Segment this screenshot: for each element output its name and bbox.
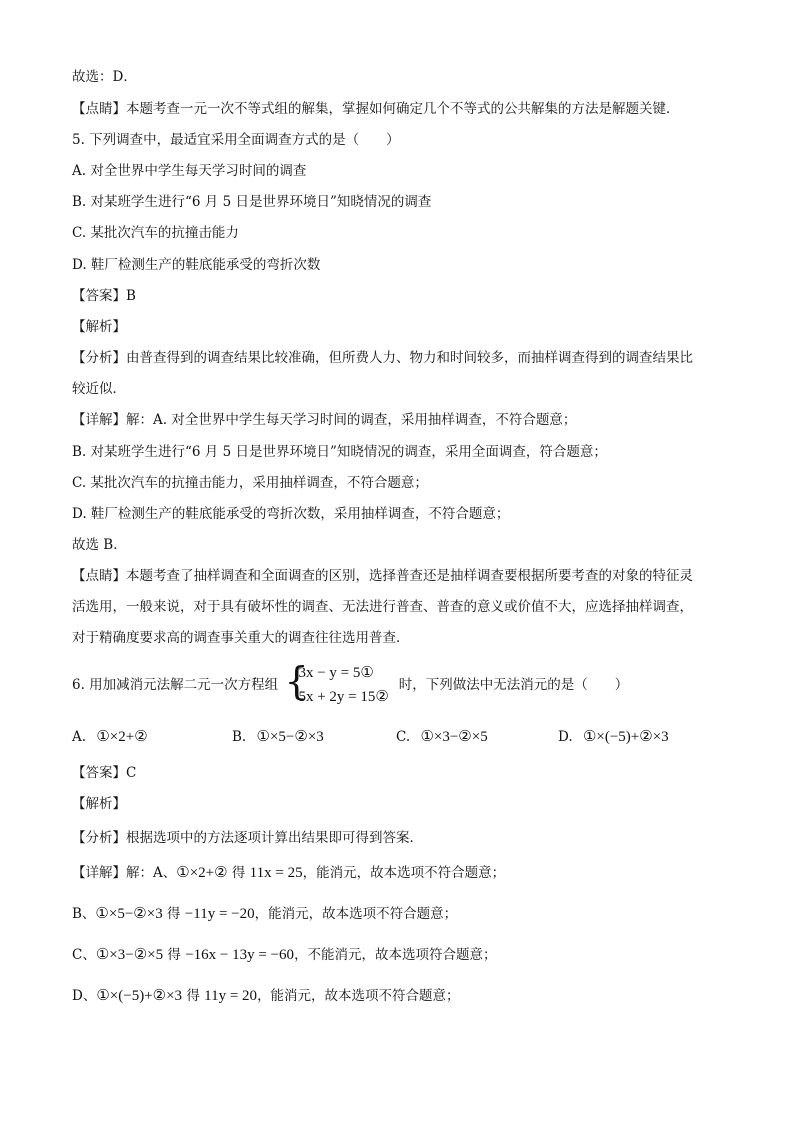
q6-option-b-label: B. [232, 729, 247, 745]
q6-detail-b-post: ，能消元，故本选项不符合题意； [254, 906, 458, 922]
conclusion-q4: 故选：D． [72, 69, 137, 85]
q5-option-c: C. 某批次汽车的抗撞击能力 [72, 225, 239, 241]
q6-detail-c-result: −16x − 13y = −60 [185, 947, 295, 963]
q6-suffix: 时，下列做法中无法消元的是（ ） [398, 677, 629, 693]
q6-detail-d [72, 987, 460, 1005]
q6-detail-d-expr: ①×(−5)+②×3 [96, 988, 183, 1004]
q6-detail-a-result: 11x = 25 [249, 865, 303, 881]
q6-option-b-expr: ①×5−②×3 [256, 729, 324, 745]
q5-option-a: A. 对全世界中学生每天学习时间的调查 [72, 163, 307, 179]
q5-detail-a: 【详解】解：A. 对全世界中学生每天学习时间的调查，采用抽样调查，不符合题意； [72, 412, 577, 428]
q6-options [72, 728, 722, 748]
q6-detail-c-pre: C、 [72, 947, 96, 963]
q6-option-b [232, 728, 324, 746]
q6-detail-d-post: ，能消元，故本选项不符合题意； [257, 988, 460, 1004]
question-6 [72, 659, 629, 705]
q6-option-d-expr: ①×(−5)+②×3 [582, 729, 669, 745]
q6-option-d-label: D. [558, 729, 573, 745]
q5-option-b: B. 对某班学生进行“6 月 5 日是世界环境日”知晓情况的调查 [72, 194, 432, 210]
system-brace: { [284, 659, 309, 703]
q6-option-a-label: A. [72, 729, 87, 745]
q6-detail-a-mid: 得 [231, 865, 246, 881]
q6-detail-c-expr: ①×3−②×5 [95, 947, 164, 963]
q6-detail-b-expr: ①×5−②×3 [95, 906, 163, 922]
q5-analysis-line-1: 【分析】由普查得到的调查结果比较准确，但所费人力、物力和时间较多，而抽样调查得到的调查结果比 [72, 350, 693, 366]
q6-detail-b-result: −11y = −20 [184, 906, 255, 922]
q5-analysis-heading: 【解析】 [72, 319, 126, 335]
q6-detail-c [72, 946, 497, 964]
q5-option-d: D. 鞋厂检测生产的鞋底能承受的弯折次数 [72, 257, 321, 273]
q6-option-c-expr: ①×3−②×5 [420, 729, 488, 745]
q6-detail-a-expr: ①×2+② [176, 865, 228, 881]
q6-detail-b-pre: B、 [72, 906, 96, 922]
q6-option-a-expr: ①×2+② [96, 729, 148, 745]
q6-analysis-heading: 【解析】 [72, 796, 126, 812]
q6-equation-2: 5x + 2y = 15② [298, 689, 389, 705]
q6-detail-d-result: 11y = 20 [204, 988, 258, 1004]
q6-detail-a-pre: 【详解】解：A、 [72, 865, 177, 881]
q5-comment-line-2: 活选用，一般来说，对于具有破坏性的调查、无法进行普查、普查的意义或价值不大，应选择抽样调查， [72, 599, 693, 615]
q5-answer: 【答案】B [72, 288, 136, 304]
q6-detail-c-mid: 得 [167, 947, 181, 963]
q5-analysis-line-2: 较近似． [72, 381, 126, 397]
q6-analysis: 【分析】根据选项中的方法逐项计算出结果即可得到答案． [72, 830, 423, 846]
q6-detail-b [72, 905, 457, 923]
q6-option-d [558, 728, 669, 746]
q6-detail-a-post: ，能消元，故本选项不符合题意； [302, 865, 506, 881]
q6-option-c [396, 728, 488, 746]
q6-equation-1: 3x − y = 5① [298, 665, 374, 681]
q6-detail-c-post: ，不能消元，故本选项符合题意； [294, 947, 497, 963]
q6-detail-d-pre: D、 [72, 988, 97, 1004]
q6-detail-d-mid: 得 [186, 988, 200, 1004]
q5-comment-line-1: 【点睛】本题考查了抽样调查和全面调查的区别，选择普查还是抽样调查要根据所要考查的对象的特征灵 [72, 568, 693, 584]
q5-comment-line-3: 对于精确度要求高的调查事关重大的调查往往选用普查． [72, 630, 410, 646]
question-5: 5. 下列调查中，最适宜采用全面调查方式的是（ ） [72, 132, 400, 148]
comment-q4: 【点睛】本题考查一元一次不等式组的解集，掌握如何确定几个不等式的公共解集的方法是解题关键． [72, 101, 680, 117]
q5-detail-c: C. 某批次汽车的抗撞击能力，采用抽样调查，不符合题意； [72, 475, 428, 491]
q6-option-a [72, 728, 148, 746]
q6-prefix: 6. 用加减消元法解二元一次方程组 [72, 677, 279, 693]
q6-detail-b-mid: 得 [167, 906, 181, 922]
q5-detail-d: D. 鞋厂检测生产的鞋底能承受的弯折次数，采用抽样调查，不符合题意； [72, 506, 510, 522]
q6-equation-system [282, 659, 394, 705]
q5-conclusion: 故选 B． [72, 537, 127, 553]
q5-detail-b: B. 对某班学生进行“6 月 5 日是世界环境日”知晓情况的调查，采用全面调查，符合题意； [72, 444, 607, 460]
q6-option-c-label: C. [396, 729, 411, 745]
q6-answer: 【答案】C [72, 765, 137, 781]
q6-detail-a [72, 864, 505, 882]
